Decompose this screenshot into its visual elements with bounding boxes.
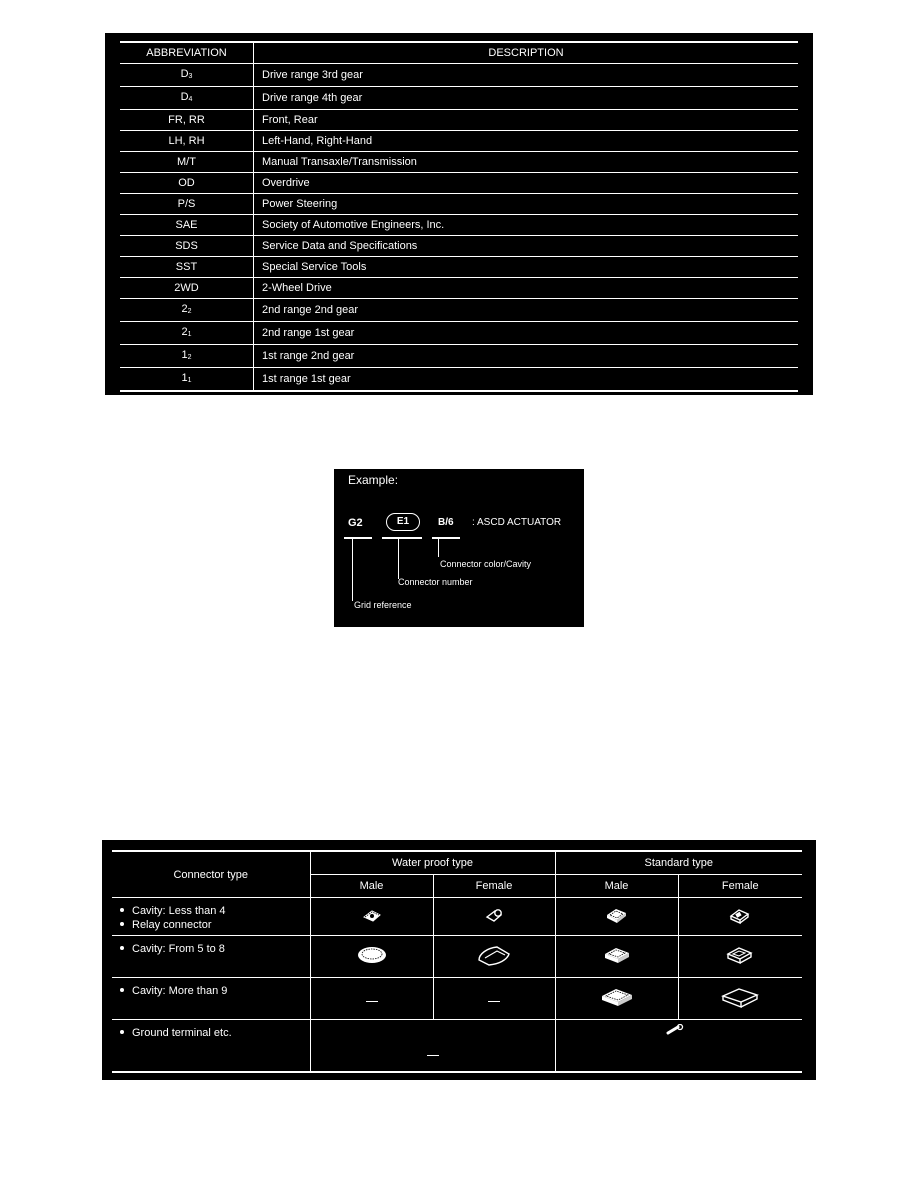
grid-leader-line — [352, 539, 353, 601]
large-female-connector-icon — [720, 1001, 760, 1013]
description-cell: Society of Automotive Engineers, Inc. — [254, 215, 799, 236]
abbreviation-text: SDS — [175, 240, 198, 252]
abbreviation-table — [120, 41, 798, 392]
connector-row-line — [120, 984, 310, 998]
connector-row-line — [120, 904, 310, 918]
large-male-connector-icon — [599, 1000, 635, 1012]
waterproof-male-header: Male — [310, 875, 433, 898]
abbreviation-text: SST — [175, 261, 198, 273]
abbreviation-cell — [120, 345, 254, 368]
dash-icon — [488, 1001, 500, 1002]
description-cell: 2nd range 2nd gear — [254, 299, 799, 322]
abbreviation-row — [120, 322, 798, 345]
oval-male-connector-icon — [355, 957, 389, 969]
description-cell: 1st range 2nd gear — [254, 345, 799, 368]
connector-icon-cell — [555, 898, 678, 936]
abbreviation-cell — [120, 257, 254, 278]
abbreviation-row — [120, 215, 798, 236]
grid-underline — [344, 537, 372, 539]
example-title: Example: — [348, 473, 399, 487]
color-cavity-label: Connector color/Cavity — [440, 559, 532, 569]
abbreviation-text: D — [180, 68, 189, 80]
connector-row-line — [120, 918, 310, 932]
connector-icon-cell — [310, 898, 433, 936]
abbreviation-cell — [120, 64, 254, 87]
description-cell: Front, Rear — [254, 110, 799, 131]
small-square-female-connector-icon — [728, 916, 752, 928]
waterproof-header: Water proof type — [310, 851, 555, 875]
abbreviation-cell — [120, 152, 254, 173]
standard-female-header: Female — [678, 875, 802, 898]
connector-type-header: Connector type — [112, 851, 310, 898]
connector-header-row — [112, 851, 802, 875]
description-cell: Manual Transaxle/Transmission — [254, 152, 799, 173]
abbreviation-cell — [120, 173, 254, 194]
connector-underline — [382, 537, 422, 539]
abbreviation-row — [120, 236, 798, 257]
oval-female-connector-icon — [475, 959, 513, 971]
grid-code: G2 — [348, 517, 363, 529]
connector-number-badge: E1 — [386, 513, 420, 531]
bullet-icon — [120, 1030, 124, 1034]
description-cell: Power Steering — [254, 194, 799, 215]
not-applicable-cell — [310, 978, 433, 1020]
description-cell: Service Data and Specifications — [254, 236, 799, 257]
component-name: : ASCD ACTUATOR — [472, 517, 562, 528]
description-cell: 2-Wheel Drive — [254, 278, 799, 299]
small-female-connector-icon — [483, 916, 505, 928]
abbreviation-text: 2WD — [174, 282, 199, 294]
connector-row-text: Ground terminal etc. — [132, 1027, 232, 1039]
connector-example-panel — [334, 469, 584, 627]
connector-row-label — [112, 898, 310, 936]
small-square-male-connector-icon — [604, 916, 630, 928]
abbreviation-text: P/S — [177, 198, 196, 210]
connector-row — [112, 978, 802, 1020]
color-cavity-code: B/6 — [438, 517, 454, 528]
abbreviation-text: 1 — [181, 349, 188, 361]
connector-row-text: Cavity: More than 9 — [132, 985, 228, 997]
abbreviation-subscript: 1 — [187, 377, 192, 384]
connector-icon-cell — [433, 898, 555, 936]
abbreviation-row — [120, 257, 798, 278]
abbreviation-header: ABBREVIATION — [120, 42, 254, 64]
waterproof-female-header: Female — [433, 875, 555, 898]
abbreviation-row — [120, 194, 798, 215]
abbreviation-subscript: 1 — [187, 331, 192, 338]
connector-row — [112, 898, 802, 936]
abbreviation-cell — [120, 236, 254, 257]
connector-row-line — [120, 1026, 310, 1040]
abbreviation-cell — [120, 194, 254, 215]
abbreviation-text: LH, RH — [168, 135, 205, 147]
abbreviation-text: 2 — [181, 326, 188, 338]
connector-row-label — [112, 1020, 310, 1072]
abbreviation-subscript: 2 — [187, 308, 192, 315]
description-cell: Drive range 4th gear — [254, 87, 799, 110]
abbreviation-cell — [120, 368, 254, 392]
connector-table-body — [112, 898, 802, 1072]
connector-icon-cell — [433, 936, 555, 978]
connector-row-line — [120, 942, 310, 956]
abbreviation-cell — [120, 322, 254, 345]
standard-header: Standard type — [555, 851, 802, 875]
abbreviation-text: SAE — [175, 219, 198, 231]
description-cell: 2nd range 1st gear — [254, 322, 799, 345]
dash-icon — [427, 1055, 439, 1056]
connector-icon-cell — [678, 936, 802, 978]
abbreviation-row — [120, 87, 798, 110]
description-cell: Drive range 3rd gear — [254, 64, 799, 87]
abbreviation-text: FR, RR — [168, 114, 205, 126]
connector-type-table — [112, 850, 802, 1073]
bullet-icon — [120, 946, 124, 950]
abbreviation-row — [120, 299, 798, 322]
connector-number-label: Connector number — [398, 577, 473, 587]
connector-row-label — [112, 978, 310, 1020]
abbreviation-text: OD — [178, 177, 195, 189]
abbreviation-row — [120, 152, 798, 173]
abbreviation-table-body — [120, 64, 798, 392]
ground-terminal-icon — [665, 1027, 685, 1039]
connector-row-text: Relay connector — [132, 919, 212, 931]
abbreviation-row — [120, 173, 798, 194]
abbreviation-cell — [120, 131, 254, 152]
bullet-icon — [120, 922, 124, 926]
abbreviation-table-panel — [105, 33, 813, 395]
not-applicable-cell — [433, 978, 555, 1020]
connector-row-text: Cavity: Less than 4 — [132, 905, 226, 917]
abbreviation-text: M/T — [177, 156, 196, 168]
abbreviation-subscript: 2 — [187, 354, 192, 361]
connector-icon-cell — [678, 978, 802, 1020]
abbreviation-row — [120, 278, 798, 299]
abbreviation-row — [120, 131, 798, 152]
abbreviation-cell — [120, 278, 254, 299]
description-cell: Left-Hand, Right-Hand — [254, 131, 799, 152]
connector-row — [112, 1020, 802, 1072]
abbreviation-text: 1 — [181, 372, 188, 384]
connector-icon-cell — [678, 898, 802, 936]
connector-icon-cell — [555, 936, 678, 978]
abbreviation-row — [120, 368, 798, 392]
description-header: DESCRIPTION — [254, 42, 799, 64]
connector-row-text: Cavity: From 5 to 8 — [132, 943, 225, 955]
medium-male-connector-icon — [602, 957, 632, 969]
not-applicable-cell — [310, 1020, 555, 1072]
abbreviation-cell — [120, 215, 254, 236]
connector-icon-cell — [555, 978, 678, 1020]
abbreviation-text: D — [180, 91, 189, 103]
connector-row-label — [112, 936, 310, 978]
bullet-icon — [120, 988, 124, 992]
dash-icon — [366, 1001, 378, 1002]
color-leader-line — [438, 539, 439, 557]
small-male-connector-icon — [361, 915, 383, 927]
bullet-icon — [120, 908, 124, 912]
connector-icon-cell — [555, 1020, 802, 1072]
color-underline — [432, 537, 460, 539]
abbreviation-text: 2 — [181, 303, 188, 315]
description-cell: Overdrive — [254, 173, 799, 194]
abbreviation-cell — [120, 87, 254, 110]
medium-female-connector-icon — [725, 958, 755, 970]
abbreviation-subscript: 3 — [188, 73, 193, 80]
connector-icon-cell — [310, 936, 433, 978]
abbreviation-row — [120, 110, 798, 131]
connector-row — [112, 936, 802, 978]
abbreviation-row — [120, 64, 798, 87]
standard-male-header: Male — [555, 875, 678, 898]
abbreviation-subscript: 4 — [188, 96, 193, 103]
abbreviation-row — [120, 345, 798, 368]
description-cell: 1st range 1st gear — [254, 368, 799, 392]
abbreviation-table-header — [120, 42, 798, 64]
description-cell: Special Service Tools — [254, 257, 799, 278]
abbreviation-cell — [120, 299, 254, 322]
abbreviation-cell — [120, 110, 254, 131]
connector-type-panel — [102, 840, 816, 1080]
number-leader-line — [398, 539, 399, 579]
grid-reference-label: Grid reference — [354, 600, 412, 610]
